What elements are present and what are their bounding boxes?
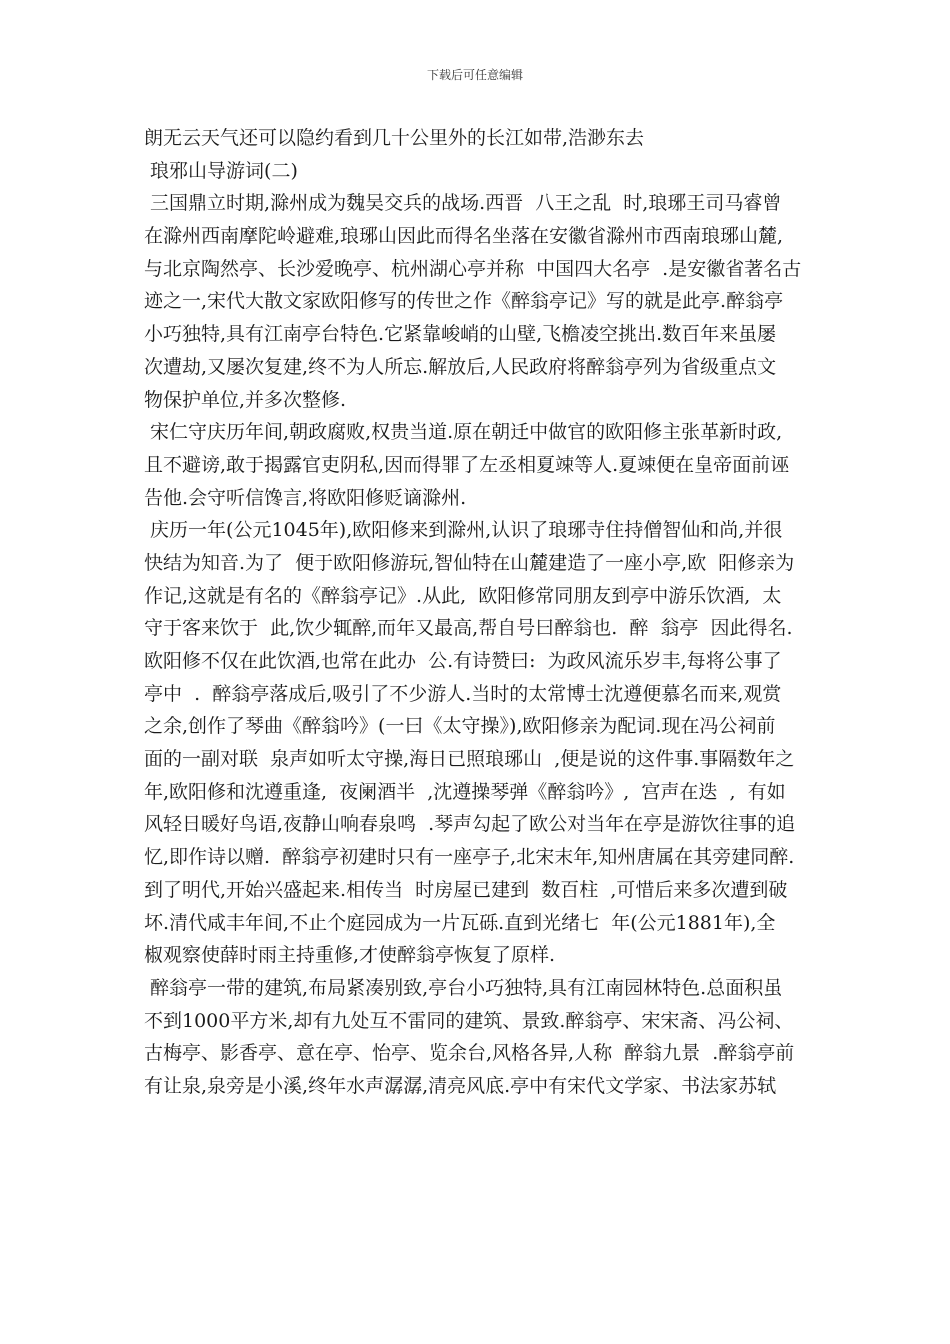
text-line: 小巧独特,具有江南亭台特色.它紧靠峻峭的山壁,飞檐凌空挑出.数百年来虽屡 [144, 323, 777, 346]
text-line: 三国鼎立时期,滁州成为魏吴交兵的战场.西晋 八王之乱 时,琅琊王司马睿曾 [144, 192, 782, 215]
text-line: 与北京陶然亭、长沙爱晚亭、杭州湖心亭并称 中国四大名亭 .是安徽省著名古 [144, 257, 802, 280]
text-line: 欧阳修不仅在此饮酒,也常在此办 公.有诗赞曰: 为政风流乐岁丰,每将公事了 [144, 650, 782, 672]
text-line: 醉翁亭一带的建筑,布局紧凑别致,亭台小巧独特,具有江南园林特色.总面积虽 [144, 976, 783, 999]
text-line: 不到1000平方米,却有九处互不雷同的建筑、景致.醉翁亭、宋宋斋、冯公祠、 [144, 1009, 794, 1032]
text-line: 有让泉,泉旁是小溪,终年水声潺潺,清亮风底.亭中有宋代文学家、书法家苏轼 [144, 1074, 777, 1097]
body-text [144, 122, 814, 1103]
text-line: 之余,创作了琴曲《醉翁吟》(一曰《太守操》),欧阳修亲为配词.现在冯公祠前 [144, 715, 776, 738]
text-line: 古梅亭、影香亭、意在亭、怡亭、览余台,风格各异,人称 醉翁九景 .醉翁亭前 [144, 1042, 795, 1065]
text-line: 琅邪山导游词(二) [144, 159, 298, 182]
text-line: 在滁州西南摩陀岭避难,琅琊山因此而得名坐落在安徽省滁州市西南琅琊山麓, [144, 225, 784, 248]
text-line: 次遭劫,又屡次复建,终不为人所忘.解放后,人民政府将醉翁亭列为省级重点文 [144, 355, 777, 378]
text-line: 年,欧阳修和沈遵重逢, 夜阑酒半 ,沈遵操琴弹《醉翁吟》, 宫声在迭 , 有如 [144, 780, 786, 803]
text-line: 快结为知音.为了 便于欧阳修游玩,智仙特在山麓建造了一座小亭,欧 阳修亲为 [144, 551, 795, 574]
page-header: 下载后可任意编辑 [426, 68, 523, 82]
text-line: 坏.清代咸丰年间,不止个庭园成为一片瓦砾.直到光绪七 年(公元1881年),全 [144, 911, 776, 934]
text-line: 宋仁守庆历年间,朝政腐败,权贵当道.原在朝迁中做官的欧阳修主张革新时政, [144, 421, 783, 444]
text-line: 朗无云天气还可以隐约看到几十公里外的长江如带,浩渺东去 [144, 127, 645, 149]
text-line: 告他.会守听信馋言,将欧阳修贬谪滁州. [144, 486, 467, 509]
text-line: 面的一副对联 泉声如听太守操,海日已照琅琊山 ,便是说的这件事.事隔数年之 [144, 748, 795, 771]
text-line: 且不避谤,敢于揭露官吏阴私,因而得罪了左丞相夏竦等人.夏竦便在皇帝面前诬 [144, 453, 790, 476]
text-line: 风轻日暖好鸟语,夜静山响春泉鸣 .琴声勾起了欧公对当年在亭是游饮往事的追 [144, 813, 796, 836]
text-line: 庆历一年(公元1045年),欧阳修来到滁州,认识了琅琊寺住持僧智仙和尚,并很 [144, 519, 783, 542]
text-line: 迹之一,宋代大散文家欧阳修写的传世之作《醉翁亭记》写的就是此亭.醉翁亭 [144, 290, 784, 313]
text-line: 忆,即作诗以赠. 醉翁亭初建时只有一座亭子,北宋末年,知州唐属在其旁建同醉. [144, 846, 795, 869]
text-line: 到了明代,开始兴盛起来.相传当 时房屋已建到 数百柱 ,可惜后来多次遭到破 [144, 878, 788, 901]
text-line: 物保护单位,并多次整修. [144, 388, 347, 411]
text-line: 作记,这就是有名的《醉翁亭记》.从此, 欧阳修常同朋友到亭中游乐饮酒, 太 [144, 584, 782, 607]
text-line: 亭中 . 醉翁亭落成后,吸引了不少游人.当时的太常博士沈遵便慕名而来,观赏 [144, 682, 782, 705]
text-line: 守于客来饮于 此,饮少辄醉,而年又最高,帮自号曰醉翁也. 醉 翁亭 因此得名. [144, 617, 793, 640]
text-line: 椒观察使薛时雨主持重修,才使醉翁亭恢复了原样. [144, 944, 556, 967]
